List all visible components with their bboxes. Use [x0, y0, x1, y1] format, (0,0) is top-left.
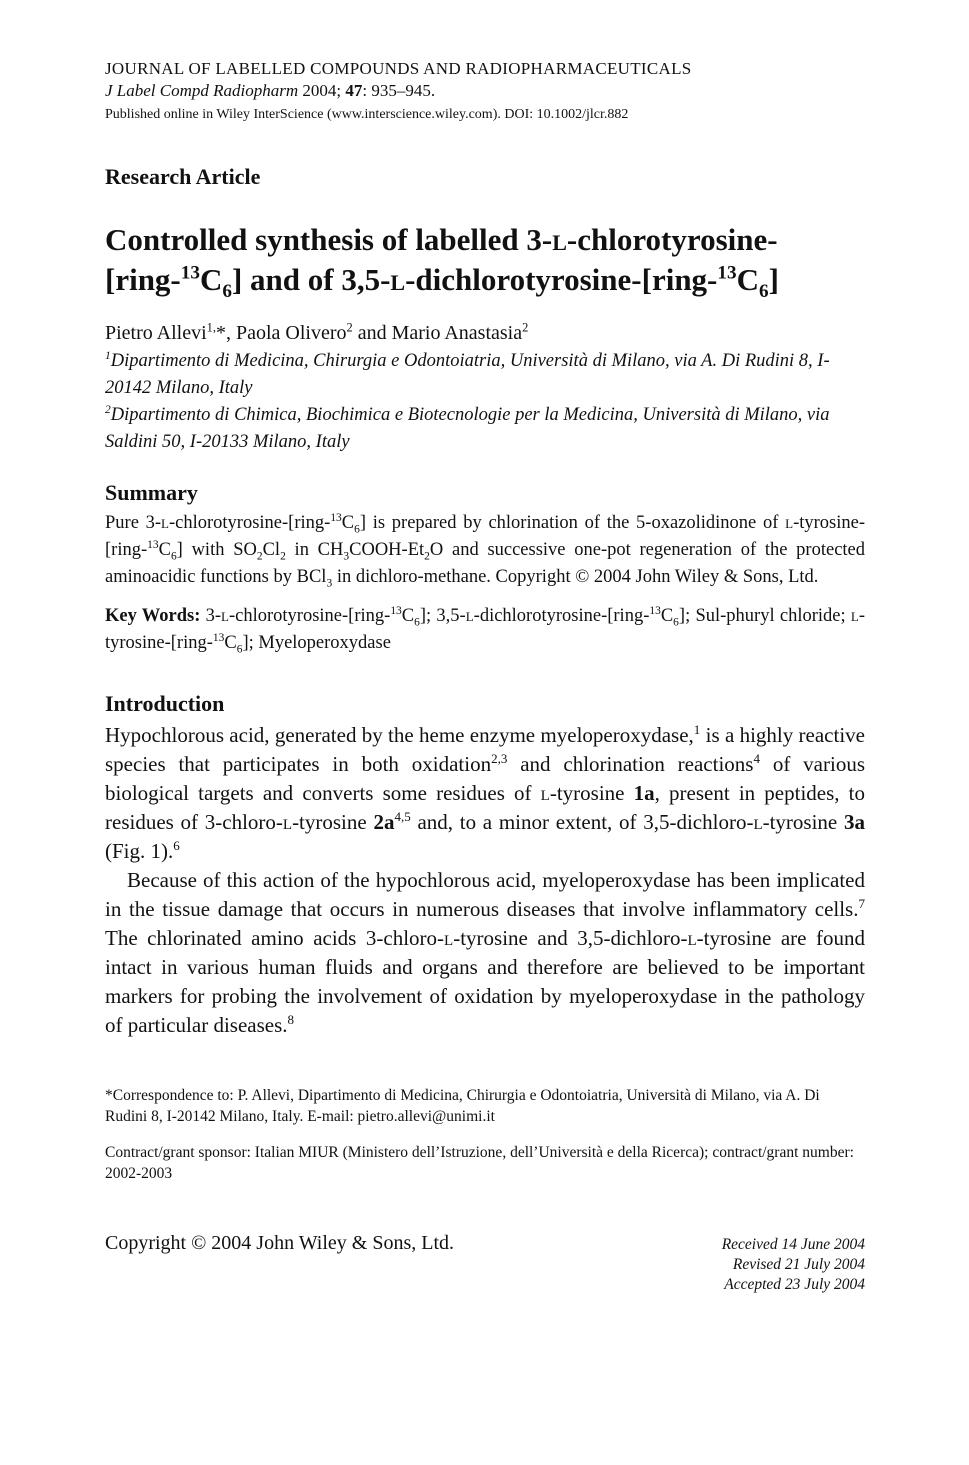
journal-year: 2004;	[302, 81, 342, 100]
citation-ref: 4	[753, 751, 760, 766]
affiliation-marker: 1,	[206, 320, 216, 335]
introduction-body	[105, 721, 865, 1040]
revised-date: Revised 21 July 2004	[732, 1256, 865, 1273]
summary-run: C	[341, 513, 355, 533]
introduction-paragraph-2	[105, 866, 865, 1040]
title-superscript: 13	[180, 262, 200, 284]
compound-label: 3a	[843, 810, 865, 834]
keywords-label: Key Words:	[105, 606, 201, 626]
paragraph-run: l	[753, 810, 763, 834]
correspondence-footnote: *Correspondence to: P. Allevi, Dipartimento di Medicina, Chirurgia e Odontoiatria, Università di Milano, via A. Di Rudini 8, I-20142 Milano, Italy. E-mail: pietro.allevi@unimi.it	[105, 1087, 820, 1125]
summary-run: in dichloro-methane. Copyright © 2004 John Wiley & Sons, Ltd.	[332, 567, 819, 587]
accepted-date: Accepted 23 July 2004	[724, 1276, 865, 1293]
keywords-subscript: 6	[236, 643, 243, 656]
summary-run: ] is prepared by chlorination of the 5-oxazolidinone of	[359, 513, 786, 533]
title-text: Controlled synthesis of labelled 3-	[105, 222, 553, 257]
paragraph-run: -tyrosine and 3,5-dichloro-	[453, 926, 688, 950]
title-subscript: 6	[222, 281, 232, 303]
keywords-run: C	[401, 606, 415, 626]
keywords-run: 3-	[200, 606, 222, 626]
citation-ref: 2,3	[491, 751, 508, 766]
citation-ref: 1	[693, 722, 701, 737]
summary-subscript: 3	[326, 577, 333, 590]
received-date: Received 14 June 2004	[721, 1236, 865, 1253]
summary-run: C	[158, 540, 171, 560]
title-subscript: 6	[758, 281, 769, 303]
citation-ref: 4,5	[394, 809, 411, 824]
grant-footnote: Contract/grant sponsor: Italian MIUR (Ministero dell’Istruzione, dell’Università e della Ricerca); contract/grant number: 2002-2003	[105, 1144, 854, 1182]
summary-run: Cl	[262, 540, 281, 560]
journal-header	[105, 58, 865, 126]
paragraph-run: l	[687, 926, 697, 950]
published-online-line: Published online in Wiley InterScience (www.interscience.wiley.com). DOI: 10.1002/jlcr.882	[105, 107, 629, 122]
keywords-subscript: 6	[414, 616, 420, 629]
citation-ref: 7	[858, 896, 865, 911]
article-dates	[722, 1235, 865, 1295]
paragraph-run: -tyrosine	[292, 810, 374, 834]
article-type: Research Article	[105, 164, 261, 189]
affiliation-text: Dipartimento di Medicina, Chirurgia e Odontoiatria, Università di Milano, via A. Di Rudini 8, I-20142 Milano, Italy	[105, 351, 830, 398]
title-text: l	[552, 222, 567, 257]
keywords-superscript: 13	[390, 604, 402, 617]
keywords-run: C	[224, 633, 237, 653]
paragraph-run: is a highly reactive species that participates in both oxidation	[105, 723, 865, 776]
author-name: , Paola Olivero	[225, 322, 347, 344]
keywords-run: -dichlorotyrosine-[ring-	[473, 606, 650, 626]
summary-subscript: 2	[280, 550, 286, 563]
keywords-superscript: 13	[212, 631, 225, 644]
paragraph-run: Because of this action of the hypochlorous acid, myeloperoxydase has been implicated in the tissue damage that occurs in numerous diseases that involve inflammatory cells.	[105, 868, 865, 921]
author-list	[105, 320, 865, 346]
citation-ref: 6	[173, 838, 180, 853]
paragraph-run: and, to a minor extent, of 3,5-dichloro-	[410, 810, 754, 834]
keywords-run: l	[465, 606, 474, 626]
affiliation-text: Dipartimento di Chimica, Biochimica e Biotecnologie per la Medicina, Università di Milano, via Saldini 50, I-20133 Milano, Italy	[105, 405, 830, 452]
citation-ref: 8	[287, 1012, 295, 1027]
journal-name: JOURNAL OF LABELLED COMPOUNDS AND RADIOPHARMACEUTICALS	[105, 59, 692, 78]
title-superscript: 13	[717, 262, 737, 284]
keywords-run: -tyrosine-[ring-	[105, 606, 865, 653]
copyright-notice: Copyright © 2004 John Wiley & Sons, Ltd.	[105, 1232, 455, 1254]
summary-subscript: 2	[424, 550, 430, 563]
summary-subscript: 3	[343, 550, 350, 563]
paragraph-run: -tyrosine	[762, 810, 844, 834]
title-text: l	[390, 262, 406, 297]
summary-subscript: 6	[170, 550, 177, 563]
summary-run: -chlorotyrosine-[ring-	[169, 513, 331, 533]
paragraph-run: (Fig. 1).	[105, 839, 174, 863]
keywords-superscript: 13	[649, 604, 661, 617]
summary-subscript: 6	[354, 523, 360, 536]
affiliation-marker: 2	[522, 320, 529, 335]
affiliation-1	[105, 348, 865, 402]
keywords	[105, 603, 865, 657]
summary-run: l	[161, 513, 169, 533]
summary-run: in CH	[285, 540, 344, 560]
paragraph-run: and chlorination reactions	[507, 752, 754, 776]
author-name: and Mario Anastasia	[352, 322, 523, 344]
summary-run: -tyrosine-[ring-	[105, 513, 865, 560]
keywords-run: ]; Sul-phuryl chloride;	[678, 606, 851, 626]
paragraph-run: of various biological targets and converts some residues of	[105, 752, 865, 805]
title-text: C	[736, 262, 759, 297]
article-title	[105, 220, 865, 303]
title-text: ] and of 3,5-	[231, 262, 391, 297]
summary-text	[105, 510, 865, 591]
paragraph-run: l	[540, 781, 550, 805]
compound-label: 2a	[373, 810, 395, 834]
introduction-heading: Introduction	[105, 691, 225, 716]
affiliation-marker: 2	[346, 320, 353, 335]
paragraph-run: , present in peptides, to residues of 3-chloro-	[105, 781, 865, 834]
summary-subscript: 2	[256, 550, 263, 563]
keywords-run: C	[660, 606, 674, 626]
correspondence-marker: *	[215, 322, 226, 344]
summary-run: Pure 3-	[105, 513, 162, 533]
summary-run: O and successive one-pot regeneration of the protected aminoacidic functions by BCl	[105, 540, 866, 587]
affiliation-number: 1	[105, 349, 111, 362]
paragraph-run: Hypochlorous acid, generated by the heme enzyme myeloperoxydase,	[105, 723, 694, 747]
summary-heading: Summary	[105, 480, 198, 505]
author-name: Pietro Allevi	[105, 322, 207, 344]
affiliation-2	[105, 402, 865, 456]
title-text: [ring-	[105, 262, 181, 297]
page-footer	[105, 1232, 865, 1302]
journal-pages: : 935–945.	[362, 81, 436, 100]
keywords-run: -chlorotyrosine-[ring-	[229, 606, 391, 626]
paragraph-run: -tyrosine are found intact in various human fluids and organs and therefore are believed to be important markers for probing the involvement of oxidation by myeloperoxydase in the pathology of particular diseases.	[105, 926, 865, 1037]
summary-run: ] with SO	[176, 540, 257, 560]
title-text: -dichlorotyrosine-[ring-	[405, 262, 718, 297]
journal-abbrev: J Label Compd Radiopharm	[105, 81, 299, 100]
paragraph-run: l	[282, 810, 293, 834]
summary-run: l	[785, 513, 794, 533]
title-text: -chlorotyrosine-	[566, 222, 778, 257]
keywords-run: l	[221, 606, 229, 626]
paragraph-run: The chlorinated amino acids 3-chloro-	[105, 926, 445, 950]
keywords-run: ]; Myeloperoxydase	[242, 633, 391, 653]
summary-superscript: 13	[147, 538, 159, 551]
affiliation-number: 2	[105, 403, 111, 416]
keywords-run: l	[850, 606, 859, 626]
title-text: C	[199, 262, 223, 297]
keywords-subscript: 6	[673, 616, 679, 629]
title-text: ]	[768, 262, 779, 297]
paragraph-run: l	[444, 926, 454, 950]
keywords-run: ]; 3,5-	[419, 606, 466, 626]
journal-citation	[105, 80, 865, 102]
paragraph-run: -tyrosine	[549, 781, 634, 805]
journal-volume: 47	[345, 81, 363, 100]
compound-label: 1a	[633, 781, 655, 805]
summary-superscript: 13	[330, 511, 342, 524]
introduction-paragraph-1	[105, 721, 865, 866]
page	[105, 58, 865, 1302]
summary-run: COOH-Et	[349, 540, 425, 560]
